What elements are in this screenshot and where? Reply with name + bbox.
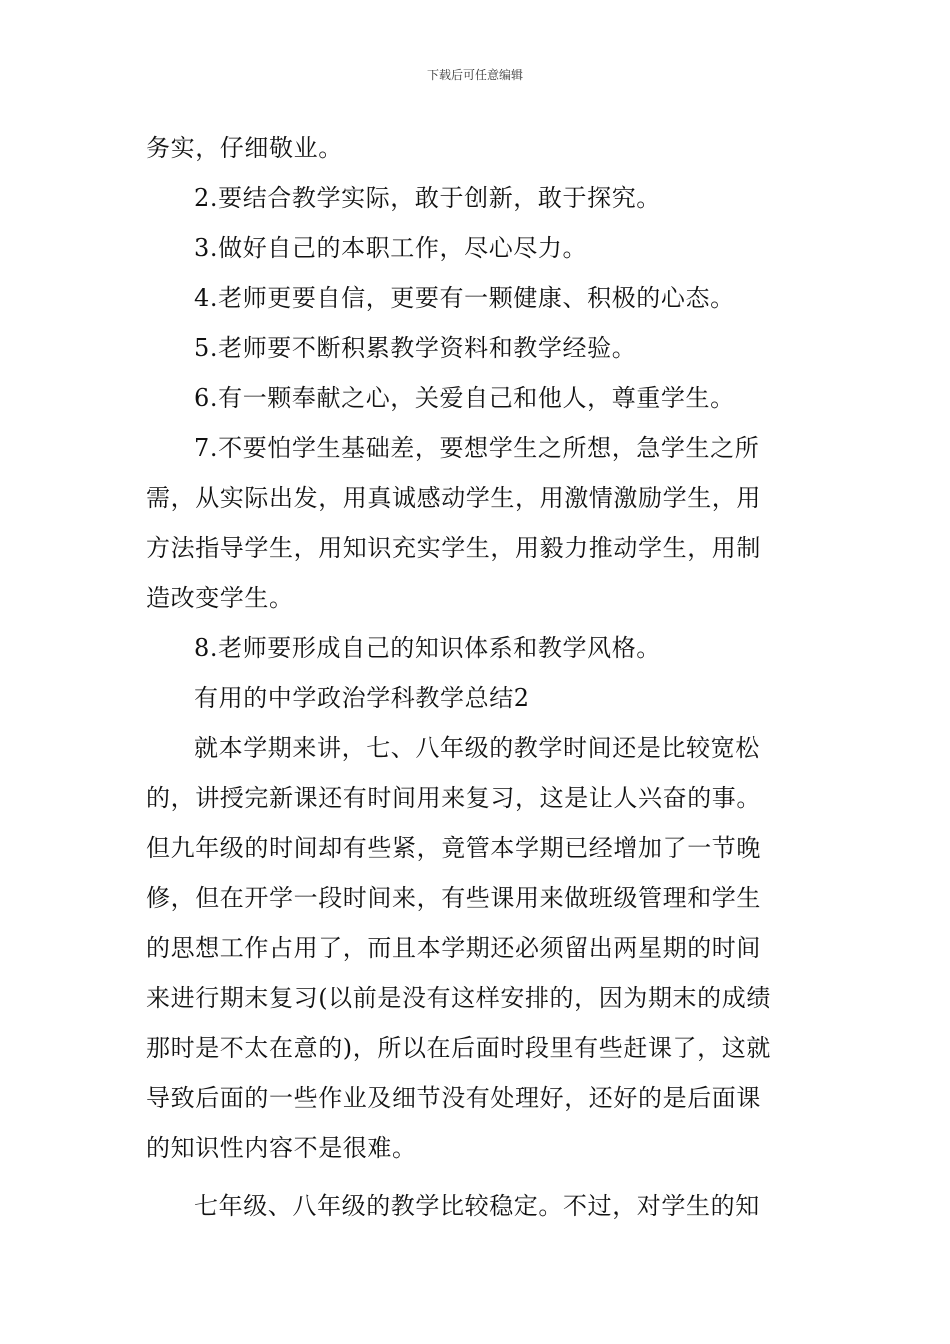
text-line-9: 方法指导学生，用知识充实学生，用毅力推动学生，用制 bbox=[146, 534, 761, 562]
text-line-19: 那时是不太在意的)，所以在后面时段里有些赶课了，这就 bbox=[146, 1034, 771, 1062]
text-line-3: 3.做好自己的本职工作，尽心尽力。 bbox=[194, 234, 588, 262]
text-line-17: 的思想工作占用了，而且本学期还必须留出两星期的时间 bbox=[146, 934, 761, 962]
text-line-10: 造改变学生。 bbox=[146, 584, 294, 612]
text-line-15: 但九年级的时间却有些紧，竟管本学期已经增加了一节晚 bbox=[146, 834, 761, 862]
text-line-22: 七年级、八年级的教学比较稳定。不过，对学生的知 bbox=[194, 1192, 760, 1220]
page-header: 下载后可任意编辑 bbox=[426, 68, 523, 82]
text-line-16: 修，但在开学一段时间来，有些课用来做班级管理和学生 bbox=[146, 884, 761, 912]
text-line-18: 来进行期末复习(以前是没有这样安排的，因为期末的成绩 bbox=[146, 984, 771, 1012]
document-body bbox=[146, 123, 806, 1231]
text-line-2: 2.要结合教学实际，敢于创新，敢于探究。 bbox=[194, 184, 661, 212]
text-line-6: 6.有一颗奉献之心，关爱自己和他人，尊重学生。 bbox=[194, 384, 735, 412]
text-line-8: 需，从实际出发，用真诚感动学生，用激情激励学生，用 bbox=[146, 484, 761, 512]
text-line-11: 8.老师要形成自己的知识体系和教学风格。 bbox=[194, 634, 661, 662]
text-line-4: 4.老师更要自信，更要有一颗健康、积极的心态。 bbox=[194, 284, 735, 312]
paragraph-gap bbox=[146, 1173, 806, 1181]
text-line-21: 的知识性内容不是很难。 bbox=[146, 1134, 417, 1162]
text-line-1: 务实，仔细敬业。 bbox=[146, 134, 343, 162]
section-heading: 有用的中学政治学科教学总结2 bbox=[194, 684, 530, 712]
text-line-7: 7.不要怕学生基础差，要想学生之所想，急学生之所 bbox=[194, 434, 760, 462]
text-line-13: 就本学期来讲，七、八年级的教学时间还是比较宽松 bbox=[194, 734, 760, 762]
text-line-20: 导致后面的一些作业及细节没有处理好，还好的是后面课 bbox=[146, 1084, 761, 1112]
text-line-5: 5.老师要不断积累教学资料和教学经验。 bbox=[194, 334, 637, 362]
text-line-14: 的，讲授完新课还有时间用来复习，这是让人兴奋的事。 bbox=[146, 784, 761, 812]
